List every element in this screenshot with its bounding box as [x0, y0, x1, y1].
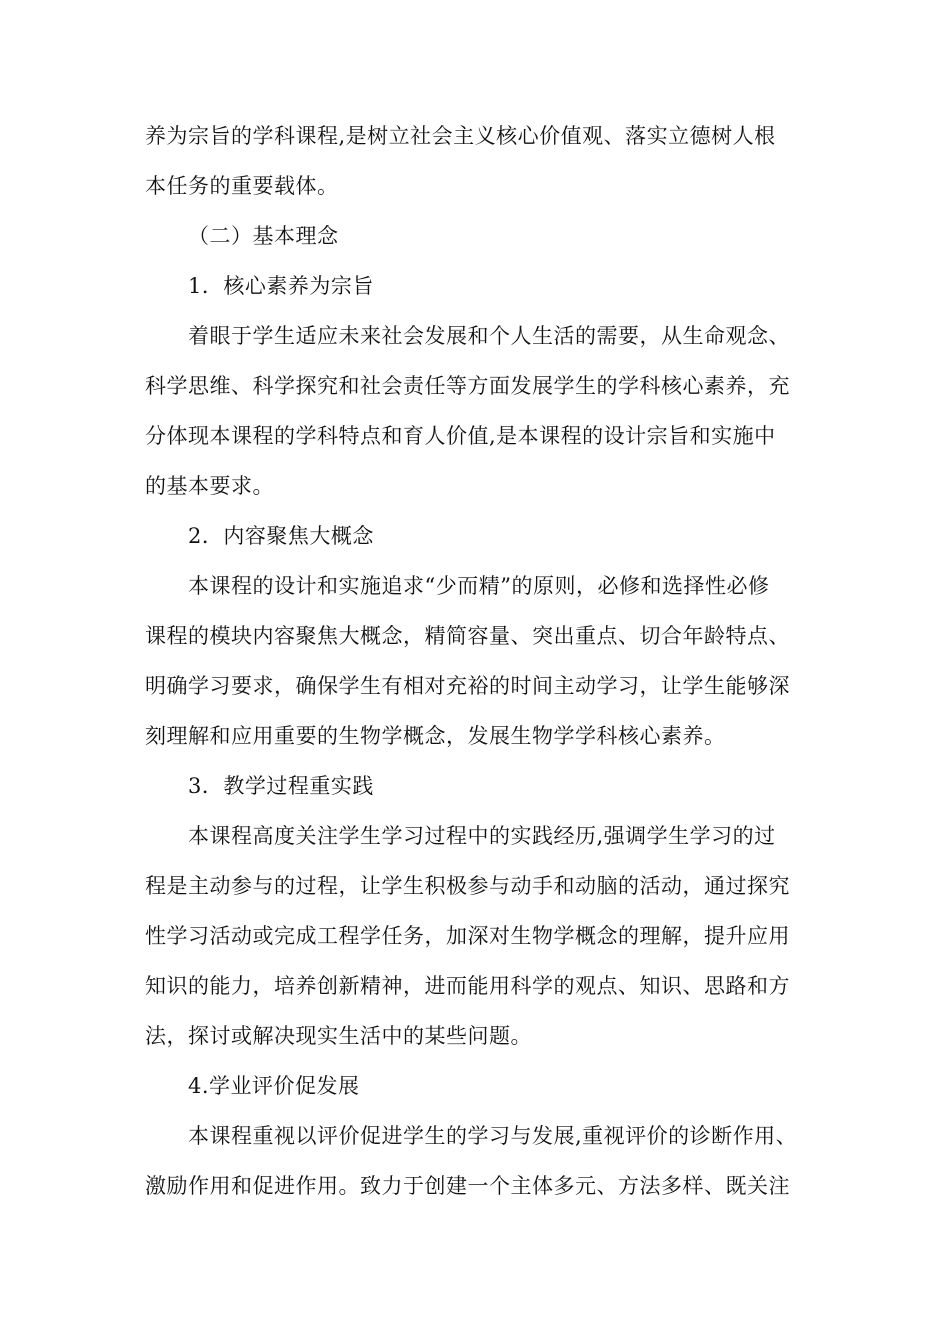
- text-line: 刻理解和应用重要的生物学概念，发展生物学学科核心素养。: [145, 724, 726, 748]
- text-line: 科学思维、科学探究和社会责任等方面发展学生的学科核心素养，充: [145, 374, 790, 398]
- text-line: 的基本要求。: [145, 474, 274, 498]
- text-line: 本课程高度关注学生学习过程中的实践经历,强调学生学习的过: [188, 824, 776, 848]
- text-line: 法，探讨或解决现实生活中的某些问题。: [145, 1024, 532, 1048]
- subsection-heading: 3．教学过程重实践: [188, 774, 374, 798]
- text-line: 本课程重视以评价促进学生的学习与发展,重视评价的诊断作用、: [188, 1124, 798, 1148]
- text-line: 本任务的重要载体。: [145, 174, 339, 198]
- subsection-heading: 1．核心素养为宗旨: [188, 274, 374, 298]
- section-heading: （二）基本理念: [188, 224, 339, 248]
- text-line: 本课程的设计和实施追求“少而精”的原则，必修和选择性必修: [188, 574, 770, 598]
- subsection-heading: 2．内容聚焦大概念: [188, 524, 374, 548]
- text-line: 明确学习要求，确保学生有相对充裕的时间主动学习，让学生能够深: [145, 674, 790, 698]
- text-line: 养为宗旨的学科课程,是树立社会主义核心价值观、落实立德树人根: [145, 124, 776, 148]
- text-line: 课程的模块内容聚焦大概念，精简容量、突出重点、切合年龄特点、: [145, 624, 790, 648]
- text-line: 知识的能力，培养创新精神，进而能用科学的观点、知识、思路和方: [145, 974, 790, 998]
- text-line: 激励作用和促进作用。致力于创建一个主体多元、方法多样、既关注: [145, 1174, 790, 1198]
- text-line: 性学习活动或完成工程学任务，加深对生物学概念的理解，提升应用: [145, 924, 790, 948]
- text-line: 分体现本课程的学科特点和育人价值,是本课程的设计宗旨和实施中: [145, 424, 776, 448]
- text-line: 着眼于学生适应未来社会发展和个人生活的需要，从生命观念、: [188, 324, 790, 348]
- subsection-heading: 4.学业评价促发展: [188, 1074, 360, 1098]
- text-line: 程是主动参与的过程，让学生积极参与动手和动脑的活动，通过探究: [145, 874, 790, 898]
